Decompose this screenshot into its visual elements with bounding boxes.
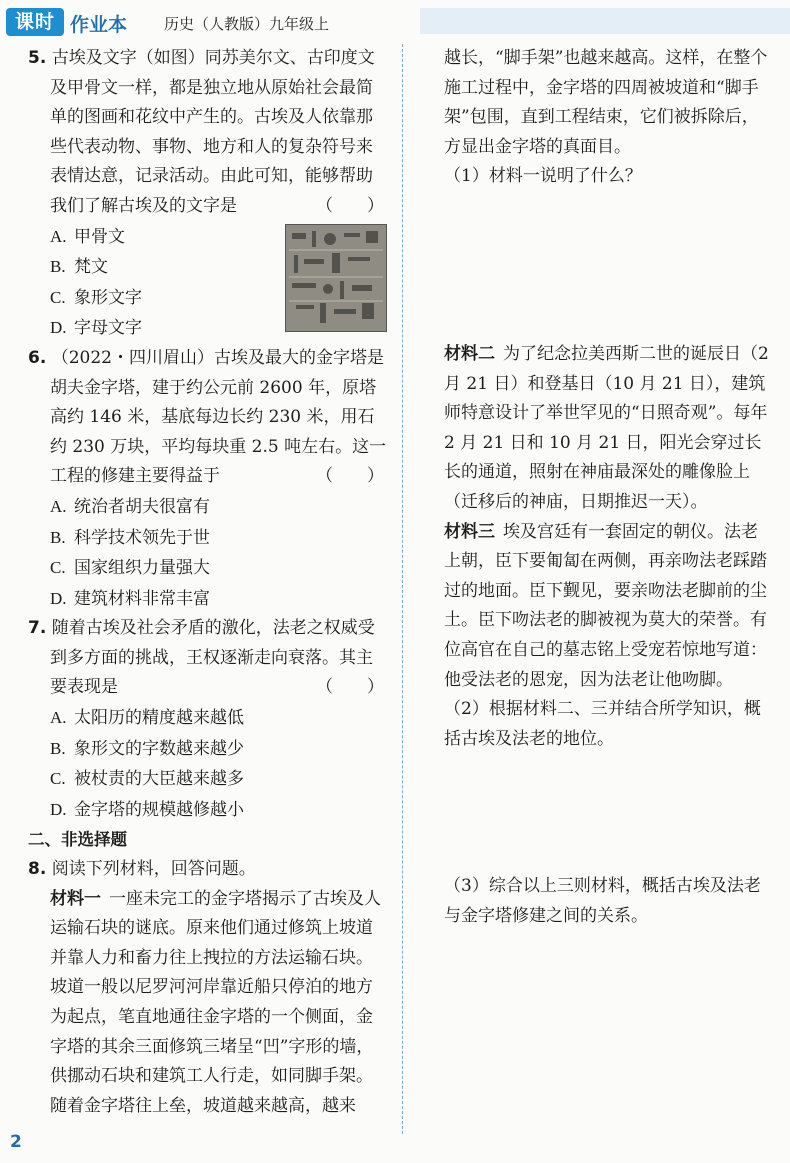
- option-a[interactable]: A. 统治者胡夫很富有: [50, 496, 210, 517]
- page-header: [0, 0, 790, 44]
- question-text: （2022・四川眉山）古埃及最大的金字塔是胡夫金字塔，建于约公元前 2600 年，原塔高约 146 米，基底每边长约 230 米，用石约 230 万块，平均每块重 2.5 吨左右。这一工程的修建主要得益于: [50, 347, 387, 487]
- page-number: 2: [10, 1132, 22, 1152]
- sub-question-1: （1）材料一说明了什么？: [444, 166, 642, 187]
- material-1: [28, 885, 388, 1122]
- section-heading: 二、非选择题: [28, 830, 127, 850]
- right-column: [444, 44, 774, 1051]
- option-b[interactable]: B. 梵文: [50, 257, 108, 278]
- question-intro: 阅读下列材料，回答问题。: [51, 859, 256, 880]
- option-d[interactable]: D. 建筑材料非常丰富: [50, 588, 210, 609]
- sub-question-3: （3）综合以上三则材料，概括古埃及法老与金字塔修建之间的关系。: [444, 876, 761, 926]
- question-number: 5.: [28, 48, 47, 68]
- material-text: 为了纪念拉美西斯二世的诞辰日（2 月 21 日）和登基日（10 月 21 日），建筑师特意设计了举世罕见的“日照奇观”。每年 2 月 21 日和 10 月 21 日，阳光会穿过长长的通道，照射在神庙最深处的雕像脸上（迁移后的神庙，日期推迟一天）。: [444, 343, 769, 512]
- brand-title: 作业本: [70, 14, 128, 36]
- answer-paren[interactable]: （ ）: [316, 195, 384, 216]
- question-text: 随着古埃及社会矛盾的激化，法老之权威受到多方面的挑战，王权逐渐走向衰落。其主要表现是: [50, 618, 375, 698]
- question-5: [28, 44, 388, 344]
- option-c[interactable]: C. 被杖责的大臣越来越多: [50, 769, 244, 790]
- option-d[interactable]: D. 字母文字: [50, 318, 142, 339]
- hieroglyph-image: [285, 224, 387, 332]
- material-3: [444, 518, 774, 696]
- option-a[interactable]: A. 太阳历的精度越来越低: [50, 708, 244, 729]
- question-number: 7.: [28, 618, 47, 639]
- material-1-continued: 越长，“脚手架”也越来越高。这样，在整个施工过程中，金字塔的四周被坡道和“脚手架”包围，直到工程结束，它们被拆除后，方显出金字塔的真面目。: [444, 48, 768, 157]
- option-b[interactable]: B. 科学技术领先于世: [50, 527, 210, 548]
- material-2: [444, 340, 774, 518]
- material-text: 埃及宫廷有一套固定的朝仪。法老上朝，臣下要匍匐在两侧，再亲吻法老踩踏过的地面。臣下觐见，要亲吻法老脚前的尘土。臣下吻法老的脚被视为莫大的荣誉。有位高官在自己的墓志铭上受宠若惊地写道：他受法老的恩宠，因为法老让他吻脚。: [444, 521, 767, 690]
- option-b[interactable]: B. 象形文的字数越来越少: [50, 738, 244, 759]
- brand-badge: 课时: [6, 8, 64, 36]
- question-8: [28, 855, 388, 1121]
- option-a[interactable]: A. 甲骨文: [50, 226, 125, 247]
- question-7: [28, 614, 388, 825]
- left-column: [28, 44, 388, 1121]
- option-c[interactable]: C. 象形文字: [50, 287, 142, 308]
- material-text: 一座未完工的金字塔揭示了古埃及人运输石块的谜底。原来他们通过修筑上坡道并靠人力和畜力往上拽拉的方法运输石块。坡道一般以尼罗河河岸靠近船只停泊的地方为起点，笔直地通往金字塔的一个侧面，金字塔的其余三面修筑三堵呈“凹”字形的墙，供挪动石块和建筑工人行走，如同脚手架。随着金字塔往上垒，坡道越来越高，越来: [50, 888, 381, 1116]
- question-text: 古埃及文字（如图）同苏美尔文、古印度文及甲骨文一样，都是独立地从原始社会最简单的图画和花纹中产生的。古埃及人依靠那些代表动物、事物、地方和人的复杂符号来表情达意，记录活动。由此可知，能够帮助我们了解古埃及的文字是: [50, 48, 375, 216]
- question-6: [28, 344, 388, 614]
- material-label: 材料三: [444, 521, 495, 542]
- answer-space-1[interactable]: [444, 192, 774, 340]
- sub-question-2: （2）根据材料二、三并结合所学知识，概括古埃及法老的地位。: [444, 699, 761, 749]
- question-number: 6.: [28, 347, 47, 368]
- option-d[interactable]: D. 金字塔的规模越修越小: [50, 799, 244, 820]
- question-number: 8.: [28, 859, 47, 880]
- material-label: 材料一: [50, 888, 101, 909]
- material-label: 材料二: [444, 343, 495, 364]
- column-divider: [402, 44, 403, 1134]
- header-subject: 历史（人教版）九年级上: [164, 15, 330, 33]
- answer-space-2[interactable]: [444, 754, 774, 872]
- answer-paren[interactable]: （ ）: [316, 466, 384, 487]
- header-decor-band: [420, 8, 790, 34]
- answer-paren[interactable]: （ ）: [316, 677, 384, 698]
- option-c[interactable]: C. 国家组织力量强大: [50, 558, 210, 579]
- answer-space-3[interactable]: [444, 931, 774, 1051]
